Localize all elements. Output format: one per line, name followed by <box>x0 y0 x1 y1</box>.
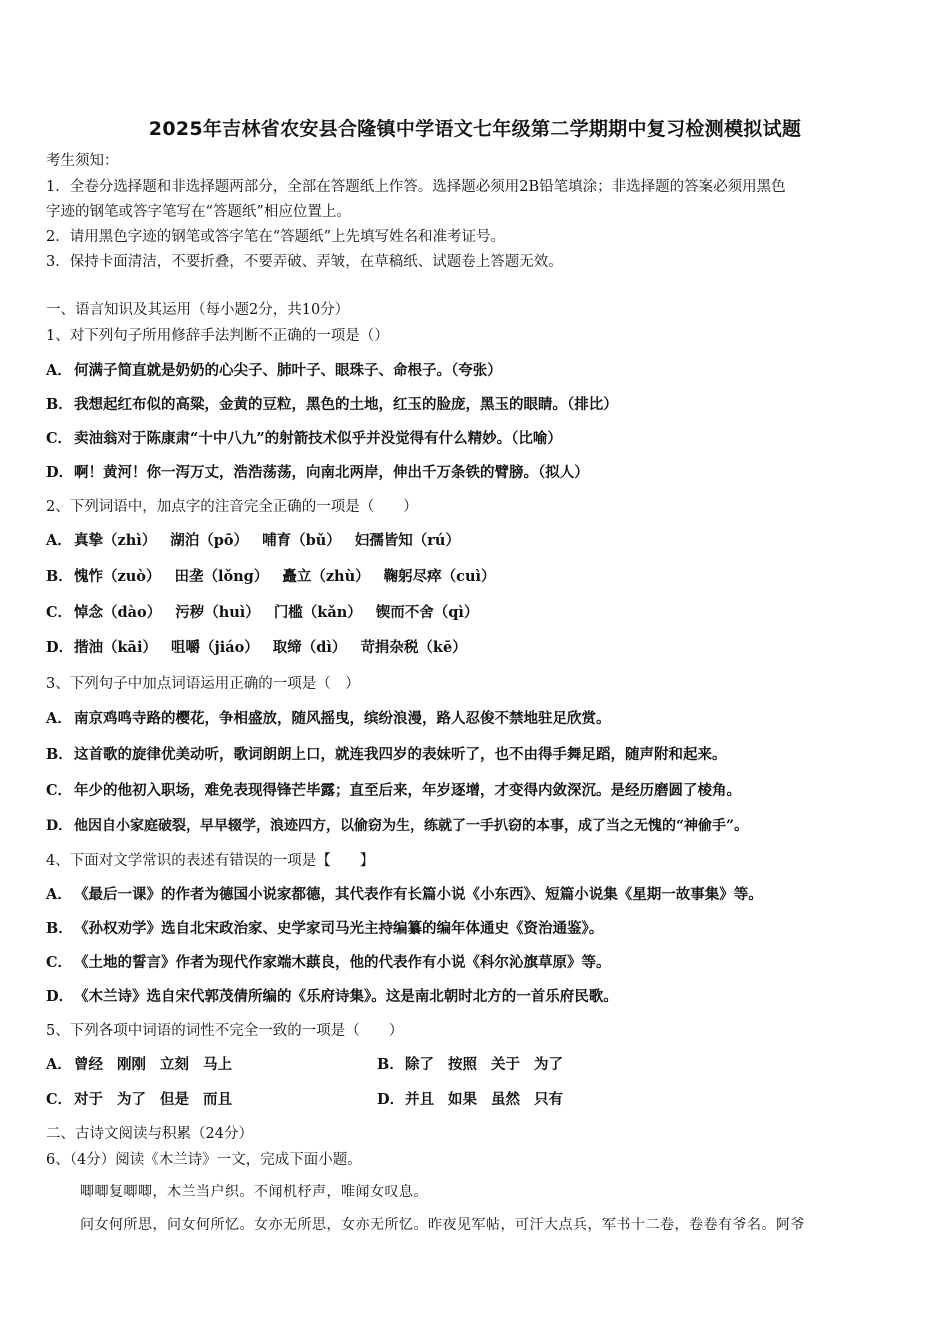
option-text: 南京鸡鸣寺路的樱花，争相盛放，随风摇曳，缤纷浪漫，路人忍俊不禁地驻足欣赏。 <box>74 710 611 727</box>
option-text: 何满子简直就是奶奶的心尖子、肺叶子、眼珠子、命根子。（夸张） <box>74 362 502 379</box>
option-item: 污秽（huì） <box>175 604 260 621</box>
section-heading: 二、古诗文阅读与积累（24分） <box>46 1126 253 1142</box>
poem-line: 问女何所思，问女何所忆。女亦无所思，女亦无所忆。昨夜见军帖，可汗大点兵，军书十二卷，卷卷有爷名。阿爷 <box>80 1217 805 1233</box>
option-letter: C． <box>46 782 73 799</box>
option-item: 并且 <box>405 1091 434 1108</box>
notice-line: 字迹的钢笔或答字笔写在“答题纸”相应位置上。 <box>46 204 351 220</box>
option-text: 啊！黄河！你一泻万丈，浩浩荡荡，向南北两岸，伸出千万条铁的臂膀。（拟人） <box>74 464 589 481</box>
option-item: 揩油（kāi） <box>74 639 157 656</box>
option-letter: C． <box>46 430 73 447</box>
option-text: 这首歌的旋律优美动听，歌词朗朗上口，就连我四岁的表妹听了，也不由得手舞足蹈，随声附和起来。 <box>74 746 727 763</box>
option-item: 真挚（zhì） <box>74 532 157 549</box>
question-stem: 2、下列词语中，加点字的注音完全正确的一项是（ ） <box>46 499 418 515</box>
option-item: 矗立（zhù） <box>282 568 370 585</box>
option-item: 哺育（bǔ） <box>262 532 341 549</box>
option-row <box>46 567 510 587</box>
option-letter: D． <box>46 818 73 834</box>
option-item: 马上 <box>203 1056 232 1073</box>
option-item: 而且 <box>203 1091 232 1108</box>
option-letter: D． <box>46 464 74 481</box>
option-letter: B． <box>46 396 73 413</box>
option-text: 《木兰诗》选自宋代郭茂倩所编的《乐府诗集》。这是南北朝时北方的一首乐府民歌。 <box>74 988 618 1005</box>
option-row <box>46 603 492 623</box>
option-text: 年少的他初入职场，难免表现得锋芒毕露；直至后来，年岁逐增，才变得内敛深沉。是经历磨圆了棱角。 <box>74 782 741 799</box>
option-letter: A． <box>46 1056 72 1073</box>
option-item: 只有 <box>534 1091 563 1108</box>
option-row <box>46 638 481 658</box>
option-item: 除了 <box>405 1056 434 1073</box>
option-item: 湖泊（pō） <box>170 532 249 549</box>
notice-line: 2．请用黑色字迹的钢笔或答字笔在“答题纸”上先填写姓名和准考证号。 <box>46 229 506 245</box>
option-row <box>46 987 618 1007</box>
option-row <box>377 1090 577 1110</box>
option-row <box>46 919 603 939</box>
option-row <box>46 1090 246 1110</box>
option-item: 锲而不舍（qì） <box>375 604 479 621</box>
option-item: 鞠躬尽瘁（cuì） <box>383 568 496 585</box>
option-row <box>46 1055 246 1075</box>
option-item: 虽然 <box>491 1091 520 1108</box>
option-item: 为了 <box>534 1056 563 1073</box>
option-letter: B． <box>46 568 73 585</box>
option-row <box>46 531 474 551</box>
option-letter: D． <box>46 988 74 1005</box>
option-item: 妇孺皆知（rú） <box>354 532 460 549</box>
option-letter: C． <box>46 604 73 621</box>
option-row <box>46 781 741 801</box>
option-row <box>46 953 611 973</box>
option-row <box>377 1055 577 1075</box>
option-row <box>46 463 589 483</box>
option-row <box>46 816 748 836</box>
section-heading: 一、语言知识及其运用（每小题2分，共10分） <box>46 302 350 318</box>
option-letter: C． <box>46 954 73 971</box>
option-row <box>46 429 562 449</box>
option-item: 取缔（dì） <box>272 639 347 656</box>
option-letter: B． <box>377 1056 404 1073</box>
option-letter: A． <box>46 532 72 549</box>
option-row <box>46 885 763 905</box>
question-stem: 3、下列句子中加点词语运用正确的一项是（ ） <box>46 676 360 692</box>
option-text: 我想起红布似的高粱，金黄的豆粒，黑色的土地，红玉的脸庞，黑玉的眼睛。（排比） <box>74 396 618 413</box>
notice-line: 1．全卷分选择题和非选择题两部分，全部在答题纸上作答。选择题必须用2B铅笔填涂；非选择题的答案必须用黑色 <box>46 179 786 195</box>
option-text: 《最后一课》的作者为德国小说家都德，其代表作有长篇小说《小东西》、短篇小说集《星期一故事集》等。 <box>74 886 763 903</box>
option-text: 他因自小家庭破裂，早早辍学，浪迹四方，以偷窃为生，练就了一手扒窃的本事，成了当之无愧的“神偷手”。 <box>74 818 749 834</box>
option-letter: D． <box>46 639 74 656</box>
option-letter: B． <box>46 920 73 937</box>
option-row <box>46 395 618 415</box>
poem-line: 唧唧复唧唧，木兰当户织。不闻机杼声，唯闻女叹息。 <box>80 1184 428 1200</box>
option-row <box>46 745 727 765</box>
option-item: 关于 <box>491 1056 520 1073</box>
page-title: 2025年吉林省农安县合隆镇中学语文七年级第二学期期中复习检测模拟试题 <box>148 118 802 140</box>
option-item: 苛捐杂税（kē） <box>360 639 467 656</box>
option-item: 按照 <box>448 1056 477 1073</box>
option-item: 悼念（dào） <box>74 604 162 621</box>
option-text: 《孙权劝学》选自北宋政治家、史学家司马光主持编纂的编年体通史《资治通鉴》。 <box>74 920 604 937</box>
option-item: 对于 <box>74 1091 103 1108</box>
notice-heading: 考生须知： <box>46 153 119 169</box>
option-letter: A． <box>46 710 72 727</box>
option-letter: A． <box>46 886 72 903</box>
option-item: 曾经 <box>74 1056 103 1073</box>
option-text: 卖油翁对于陈康肃“十中八九”的射箭技术似乎并没觉得有什么精妙。（比喻） <box>74 430 562 447</box>
question-stem: 5、下列各项中词语的词性不完全一致的一项是（ ） <box>46 1023 404 1039</box>
option-row <box>46 361 502 381</box>
option-item: 刚刚 <box>117 1056 146 1073</box>
option-item: 如果 <box>448 1091 477 1108</box>
question-stem: 1、对下列句子所用修辞手法判断不正确的一项是（） <box>46 328 389 344</box>
option-item: 门槛（kǎn） <box>273 604 362 621</box>
option-letter: D． <box>377 1091 405 1108</box>
option-item: 田垄（lǒng） <box>174 568 269 585</box>
option-row <box>46 709 611 729</box>
option-item: 为了 <box>117 1091 146 1108</box>
option-item: 立刻 <box>160 1056 189 1073</box>
question-stem: 4、下面对文学常识的表述有错误的一项是【 】 <box>46 853 375 869</box>
option-letter: C． <box>46 1091 73 1108</box>
notice-line: 3．保持卡面清洁，不要折叠，不要弄破、弄皱，在草稿纸、试题卷上答题无效。 <box>46 254 563 270</box>
option-item: 咀嚼（jiáo） <box>170 639 259 656</box>
option-letter: A． <box>46 362 72 379</box>
option-item: 但是 <box>160 1091 189 1108</box>
option-letter: B． <box>46 746 73 763</box>
option-item: 愧怍（zuò） <box>74 568 161 585</box>
question-stem: 6、（4分）阅读《木兰诗》一文，完成下面小题。 <box>46 1152 362 1168</box>
option-text: 《土地的誓言》作者为现代作家端木蕻良，他的代表作有小说《科尔沁旗草原》等。 <box>74 954 611 971</box>
